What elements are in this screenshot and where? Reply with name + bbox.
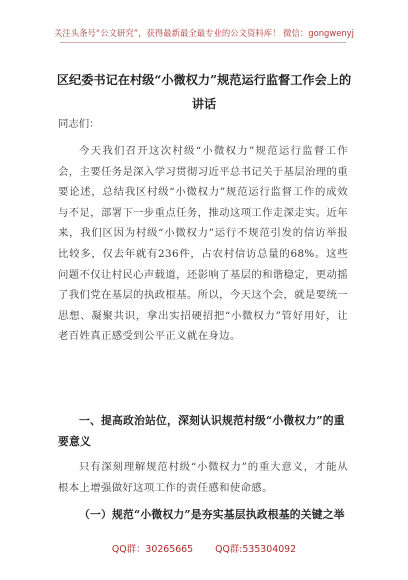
promo-banner: 关注头条号“公文研究”，获得最新最全最专业的公文资料库！ 微信：gongwenyj (54, 28, 354, 38)
subsection-heading-1: （一）规范“小微权力”是夯实基层执政根基的关键之举 (79, 508, 345, 521)
footer-qq-group-2: QQ群:535304092 (215, 544, 297, 555)
body-paragraph-2: 只有深刻理解规范村级“小微权力”的重大意义，才能从根本上增强做好这项工作的责任感和使命感。 (58, 461, 348, 494)
salutation: 同志们： (58, 118, 100, 130)
body-paragraph-1: 今天我们召开这次村级“小微权力”规范运行监督工作会，主要任务是深入学习贯彻习近平总书记关于基层治理的重要论述，总结我区村级“小微权力”规范运行监督工作的成效与不足，部署下一步重点任务，推动这项工作走深走实。近年来，我们区因为村级“小微权力”运行不规范引发的信访举报比较多，仅去年就有236件，占农村信访总量的68%。这些问题不仅让村民心声载道，还影响了基层的和谐稳定，更动摇了我们党在基层的执政根基。所以，今天这个会，就是要统一思想、凝聚共识，拿出实招硬招把“小微权力”管好用好，让老百姓真正感受到公平正义就在身边。 (58, 145, 348, 343)
document-title: 区纪委书记在村级“小微权力”规范运行监督工作会上的讲话 (56, 73, 352, 111)
footer-contact (0, 541, 408, 555)
header-divider (60, 42, 346, 43)
footer-qq-group-1: QQ群：30265665 (111, 544, 194, 555)
section-heading-1: 一、提高政治站位，深刻认识规范村级“小微权力”的重要意义 (58, 414, 345, 448)
